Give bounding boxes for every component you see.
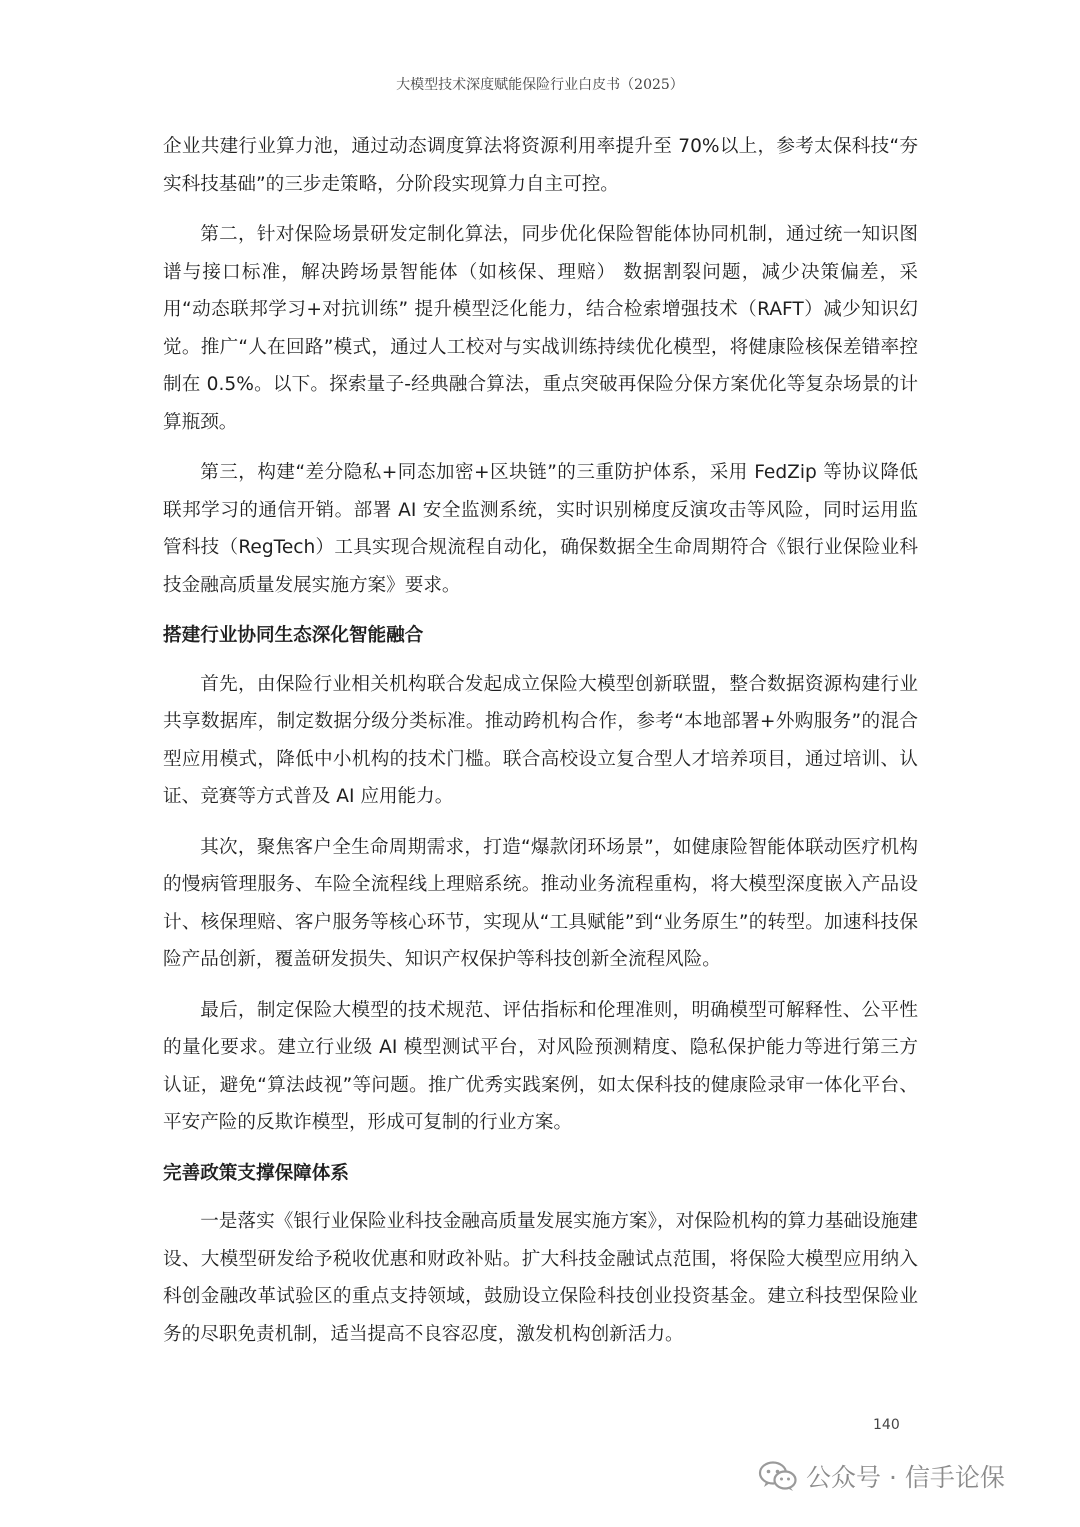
paragraph-third: 第三，构建“差分隐私+同态加密+区块链”的三重防护体系，采用 FedZip 等协议降低联邦学习的通信开销。部署 AI 安全监测系统，实时识别梯度反演攻击等风险，同时运用监管科技（RegTech）工具实现合规流程自动化，确保数据全生命周期符合《银行业保险业科技金融高质量发展实施方案》要求。 <box>163 462 918 596</box>
paragraph-policy-one: 一是落实《银行业保险业科技金融高质量发展实施方案》，对保险机构的算力基础设施建设、大模型研发给予税收优惠和财政补贴。扩大科技金融试点范围，将保险大模型应用纳入科创金融改革试验区的重点支持领域，鼓励设立保险科技创业投资基金。建立科技型保险业务的尽职免责机制，适当提高不良容忍度，激发机构创新活力。 <box>163 1211 918 1345</box>
page-number: 140 <box>873 1417 900 1433</box>
watermark <box>758 1458 1005 1494</box>
paragraph-next-step: 其次，聚焦客户全生命周期需求，打造“爆款闭环场景”，如健康险智能体联动医疗机构的慢病管理服务、车险全流程线上理赔系统。推动业务流程重构，将大模型深度嵌入产品设计、核保理赔、客户服务等核心环节，实现从“工具赋能”到“业务原生”的转型。加速科技保险产品创新，覆盖研发损失、知识产权保护等科技创新全流程风险。 <box>163 836 918 970</box>
section-heading-ecosystem: 搭建行业协同生态深化智能融合 <box>163 625 424 646</box>
watermark-text: 公众号 · 信手论保 <box>806 1463 1005 1492</box>
paragraph-continued: 企业共建行业算力池，通过动态调度算法将资源利用率提升至 70%以上，参考太保科技“夯实科技基础”的三步走策略，分阶段实现算力自主可控。 <box>163 136 918 195</box>
section-heading-policy: 完善政策支撑保障体系 <box>163 1162 349 1184</box>
wechat-icon <box>758 1460 798 1492</box>
paragraph-second: 第二，针对保险场景研发定制化算法，同步优化保险智能体协同机制，通过统一知识图谱与接口标准，解决跨场景智能体（如核保、理赔） 数据割裂问题，减少决策偏差，采用“动态联邦学习+对抗训练” 提升模型泛化能力，结合检索增强技术（RAFT）减少知识幻觉。推广“人在回路”模式，通过人工校对与实战训练持续优化模型，将健康险核保差错率控制在 0.5%。以下。探索量子-经典融合算法，重点突破再保险分保方案优化等复杂场景的计算瓶颈。 <box>163 224 918 433</box>
paragraph-last-step: 最后，制定保险大模型的技术规范、评估指标和伦理准则，明确模型可解释性、公平性的量化要求。建立行业级 AI 模型测试平台，对风险预测精度、隐私保护能力等进行第三方认证，避免“算法歧视”等问题。推广优秀实践案例，如太保科技的健康险录审一体化平台、平安产险的反欺诈模型，形成可复制的行业方案。 <box>163 999 918 1133</box>
document-body <box>163 128 918 1366</box>
paragraph-first-step: 首先，由保险行业相关机构联合发起成立保险大模型创新联盟，整合数据资源构建行业共享数据库，制定数据分级分类标准。推动跨机构合作，参考“本地部署+外购服务”的混合型应用模式，降低中小机构的技术门槛。联合高校设立复合型人才培养项目，通过培训、认证、竞赛等方式普及 AI 应用能力。 <box>163 673 918 807</box>
page-header: 大模型技术深度赋能保险行业白皮书（2025） <box>396 77 684 93</box>
